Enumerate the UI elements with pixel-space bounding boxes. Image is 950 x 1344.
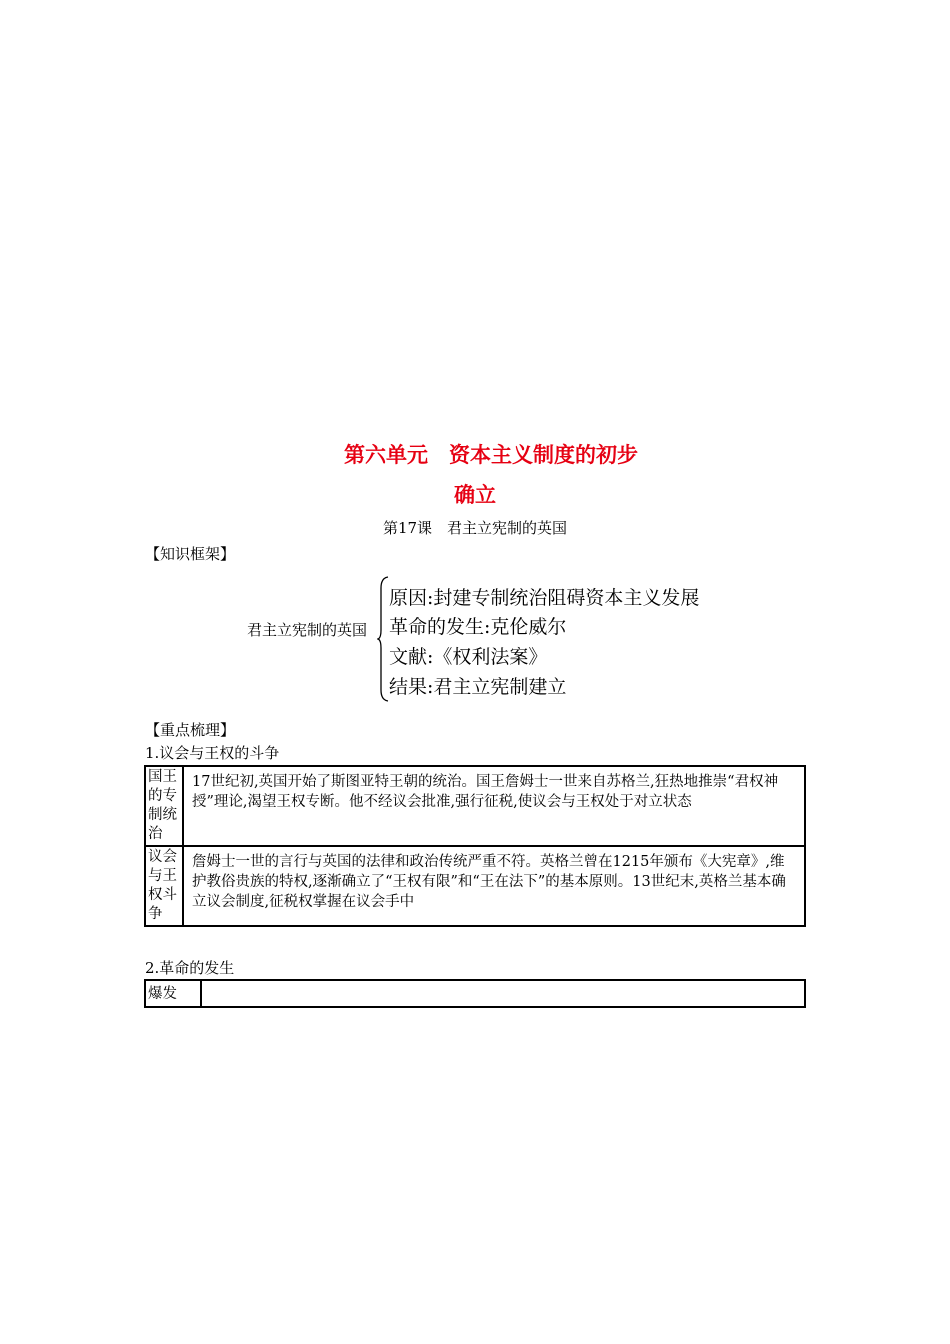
section1-heading: 1.议会与王权的斗争 xyxy=(145,744,280,762)
row-head: 国王的专制统治 xyxy=(145,766,183,846)
row-head: 议会与王权斗争 xyxy=(145,846,183,926)
table-row xyxy=(145,846,805,926)
table-row xyxy=(145,980,805,1007)
framework-branch-cause: 原因:封建专制统治阻碍资本主义发展 xyxy=(389,587,700,609)
section1-table xyxy=(144,765,806,927)
section2-heading: 2.革命的发生 xyxy=(145,959,235,977)
row-head: 爆发 xyxy=(145,980,201,1007)
framework-branch-result: 结果:君主立宪制建立 xyxy=(389,676,567,698)
lesson-title: 第17课 君主立宪制的英国 xyxy=(382,519,568,537)
row-body xyxy=(201,980,805,1007)
framework-branch-revolution: 革命的发生:克伦威尔 xyxy=(389,616,567,638)
framework-root: 君主立宪制的英国 xyxy=(247,621,368,639)
row-body: 17世纪初,英国开始了斯图亚特王朝的统治。国王詹姆士一世来自苏格兰,狂热地推崇“君权神授”理论,渴望王权专断。他不经议会批准,强行征税,使议会与王权处于对立状态 xyxy=(183,766,805,846)
brace-icon xyxy=(377,576,389,702)
table-row xyxy=(145,766,805,846)
framework-label: 【知识框架】 xyxy=(145,545,236,563)
unit-title-line2: 确立 xyxy=(454,483,496,507)
unit-title-line1: 第六单元 资本主义制度的初步 xyxy=(344,443,638,467)
section2-table xyxy=(144,979,806,1008)
framework-branch-document: 文献:《权利法案》 xyxy=(389,646,548,668)
row-body: 詹姆士一世的言行与英国的法律和政治传统严重不符。英格兰曾在1215年颁布《大宪章》,维护教俗贵族的特权,逐渐确立了“王权有限”和“王在法下”的基本原则。13世纪末,英格兰基本确立议会制度,征税权掌握在议会手中 xyxy=(183,846,805,926)
key-points-label: 【重点梳理】 xyxy=(145,721,236,739)
